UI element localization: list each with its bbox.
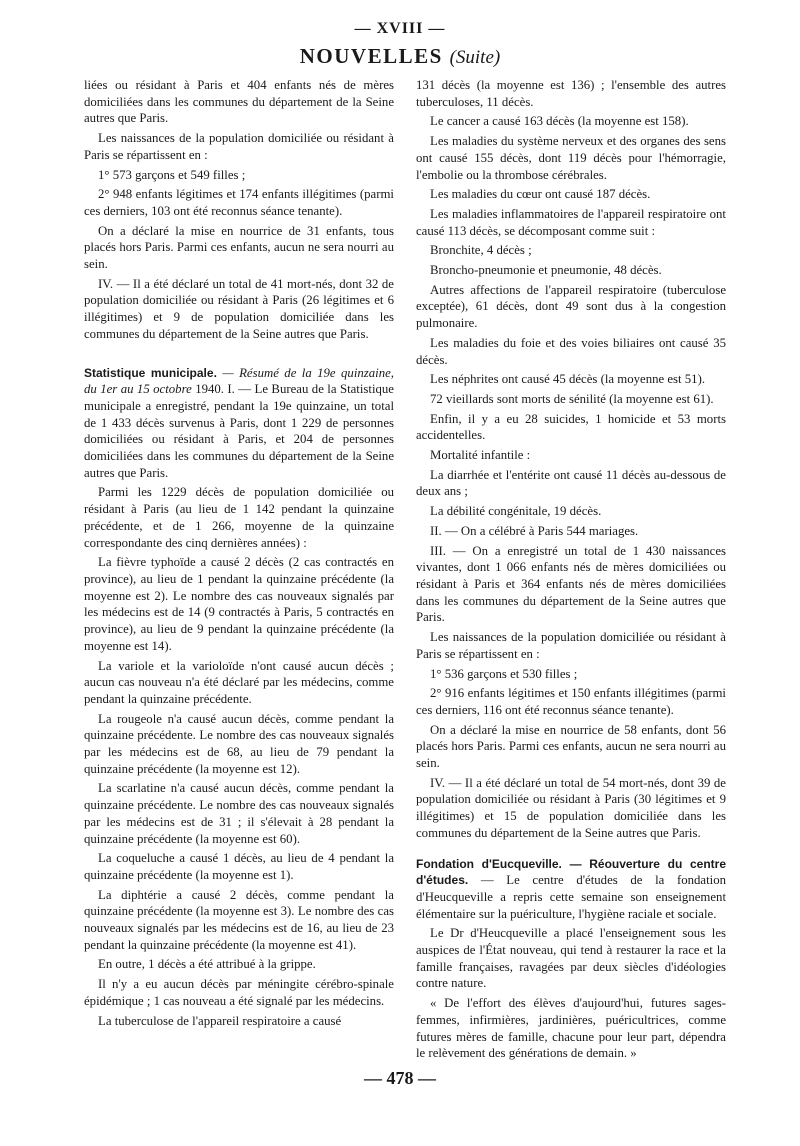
paragraph: La débilité congénitale, 19 décès. bbox=[430, 504, 602, 519]
paragraph: « De l'effort des élèves d'aujourd'hui, futures sages-femmes, infirmières, jardinières, puéricultrices, comme futures mères de famille, chacune pour leur part, dépendra le relèvement des générations de demain. » bbox=[416, 996, 726, 1061]
paragraph: IV. — Il a été déclaré un total de 41 mort-nés, dont 32 de population domiciliée ou résidant à Paris (26 légitimes et 6 illégitimes) et 9 de population domiciliée dans les communes du département de la Seine autres que Paris. bbox=[84, 276, 394, 341]
fondation-article bbox=[416, 856, 726, 923]
page-number: — 478 — bbox=[364, 1068, 436, 1088]
right-column bbox=[416, 77, 726, 1065]
page-title bbox=[0, 44, 800, 69]
paragraph: Broncho-pneumonie et pneumonie, 48 décès. bbox=[430, 263, 662, 278]
paragraph: Les maladies du cœur ont causé 187 décès. bbox=[430, 187, 651, 202]
paragraph: Le cancer a causé 163 décès (la moyenne est 158). bbox=[430, 114, 689, 129]
statistique-article bbox=[84, 365, 394, 482]
article-subtitle: — Résumé de la 19e quinzaine, du 1er au 15 octobre bbox=[84, 365, 394, 397]
paragraph: 131 décès (la moyenne est 136) ; l'ensemble des autres tuberculoses, 11 décès. bbox=[416, 78, 726, 109]
paragraph: liées ou résidant à Paris et 404 enfants nés de mères domiciliées dans les communes du département de la Seine autres que Paris. bbox=[84, 78, 394, 126]
title-main: NOUVELLES bbox=[299, 44, 443, 68]
paragraph: Bronchite, 4 décès ; bbox=[430, 243, 532, 258]
paragraph: Il n'y a eu aucun décès par méningite cérébro-spinale épidémique ; 1 cas nouveau a été signalé par les médecins. bbox=[84, 977, 394, 1008]
paragraph: On a déclaré la mise en nourrice de 58 enfants, dont 56 placés hors Paris. Parmi ces enfants, aucun ne sera nourri au sein. bbox=[416, 722, 726, 771]
article-heading: Statistique municipale. bbox=[84, 365, 217, 380]
paragraph: 1° 536 garçons et 530 filles ; bbox=[430, 666, 578, 681]
paragraph: Mortalité infantile : bbox=[430, 448, 531, 463]
article-heading: Fondation d'Eucqueville. — Réouverture du centre d'études. bbox=[416, 856, 726, 888]
paragraph: La scarlatine n'a causé aucun décès, comme pendant la quinzaine précédente. Le nombre des cas nouveaux signalés par les médecins est de 31 ; il s'élevait à 28 pendant la quinzaine précédente (la moyenne est 60). bbox=[84, 781, 394, 846]
paragraph: 2° 948 enfants légitimes et 174 enfants illégitimes (parmi ces derniers, 103 ont été reconnus séance tenante). bbox=[84, 187, 394, 218]
paragraph: La fièvre typhoïde a causé 2 décès (2 cas contractés en province), au lieu de 1 pendant la quinzaine précédente (la moyenne est 2). Le nombre des cas nouveaux signalés par les médecins est de 14 (9 contractés à Paris, 5 contractés en province), au lieu de 9 pendant la quinzaine précédente (la moyenne est 14). bbox=[84, 555, 394, 653]
paragraph: Les néphrites ont causé 45 décès (la moyenne est 51). bbox=[430, 372, 706, 387]
section-roman-numeral: — XVIII — bbox=[354, 20, 446, 37]
paragraph: Les maladies du foie et des voies biliaires ont causé 35 décès. bbox=[416, 335, 726, 367]
article-lead: 1940. I. — Le Bureau de la Statistique municipale a enregistré, pendant la 19e quinzaine, un total de 1 433 décès survenus à Paris, dont 1 229 de personnes domiciliées ou résidant à Paris, et 204 de personnes domiciliées dans les communes du département de la Seine autres que Paris. bbox=[84, 382, 394, 480]
left-column bbox=[84, 77, 394, 1032]
paragraph: Les naissances de la population domiciliée ou résidant à Paris se répartissent en : bbox=[416, 630, 726, 661]
paragraph: Parmi les 1229 décès de population domiciliée ou résidant à Paris (au lieu de 1 142 pendant la quinzaine précédente, et de 1 266, moyenne de la quinzaine correspondante des cinq dernières années) : bbox=[84, 485, 394, 550]
paragraph: La diphtérie a causé 2 décès, comme pendant la quinzaine précédente (la moyenne est 3). Le nombre des cas nouveaux signalés par les médecins est de 16, au lieu de 23 pendant la quinzaine précédente (la moyenne est 41). bbox=[84, 887, 394, 952]
paragraph: En outre, 1 décès a été attribué à la grippe. bbox=[98, 957, 316, 972]
paragraph: 1° 573 garçons et 549 filles ; bbox=[98, 167, 246, 182]
paragraph: Autres affections de l'appareil respiratoire (tuberculose exceptée), 61 décès, dont 49 sont dus à la congestion pulmonaire. bbox=[416, 282, 726, 331]
paragraph: Les naissances de la population domiciliée ou résidant à Paris se répartissent en : bbox=[84, 131, 394, 162]
paragraph: 2° 916 enfants légitimes et 150 enfants illégitimes (parmi ces derniers, 116 ont été reconnus séance tenante). bbox=[416, 686, 726, 717]
paragraph: On a déclaré la mise en nourrice de 31 enfants, tous placés hors Paris. Parmi ces enfants, aucun ne sera nourri au sein. bbox=[84, 223, 394, 272]
paragraph: La tuberculose de l'appareil respiratoire a causé bbox=[98, 1013, 342, 1028]
paragraph: La rougeole n'a causé aucun décès, comme pendant la quinzaine précédente. Le nombre des cas nouveaux signalés par les médecins est de 68, au lieu de 79 pendant la quinzaine précédente (la moyenne est 12). bbox=[84, 711, 394, 776]
paragraph: Les maladies du système nerveux et des organes des sens ont causé 155 décès, dont 119 décès pour l'hémorragie, l'embolie ou la thrombose cérébrales. bbox=[416, 134, 726, 182]
article-lead: — Le centre d'études de la fondation d'Heucqueville a repris cette semaine son enseignement élémentaire sur la puériculture, l'hygiène raciale et sociale. bbox=[416, 873, 727, 921]
paragraph: III. — On a enregistré un total de 1 430 naissances vivantes, dont 1 066 enfants nés de mères domiciliées ou résidant à Paris et 364 enfants nés de mères domiciliées dans les communes du département de la Seine autres que Paris. bbox=[416, 543, 726, 625]
paragraph: La diarrhée et l'entérite ont causé 11 décès au-dessous de deux ans ; bbox=[416, 467, 726, 499]
paragraph: Le Dr d'Heucqueville a placé l'enseignement sous les auspices de l'État nouveau, qui tend à restaurer la race et la famille françaises, ravagées par deux siècles d'idéologies contre nature. bbox=[416, 926, 726, 991]
paragraph: IV. — Il a été déclaré un total de 54 mort-nés, dont 39 de population domiciliée ou résidant à Paris (30 légitimes et 9 illégitimes) et 15 de population domiciliée dans les communes du département de la Seine autres que Paris. bbox=[416, 775, 726, 840]
paragraph: Les maladies inflammatoires de l'appareil respiratoire ont causé 113 décès, se décomposant comme suit : bbox=[416, 206, 726, 238]
title-suite: (Suite) bbox=[449, 47, 501, 68]
paragraph: La variole et la varioloïde n'ont causé aucun décès ; aucun cas nouveau n'a été déclaré par les médecins, comme pendant la quinzaine précédente. bbox=[84, 658, 394, 706]
paragraph: Enfin, il y a eu 28 suicides, 1 homicide et 53 morts accidentelles. bbox=[416, 411, 726, 443]
paragraph: II. — On a célébré à Paris 544 mariages. bbox=[430, 523, 639, 538]
paragraph: 72 vieillards sont morts de sénilité (la moyenne est 61). bbox=[430, 391, 714, 406]
paragraph: La coqueluche a causé 1 décès, au lieu de 4 pendant la quinzaine précédente (la moyenne est 1). bbox=[84, 851, 394, 882]
